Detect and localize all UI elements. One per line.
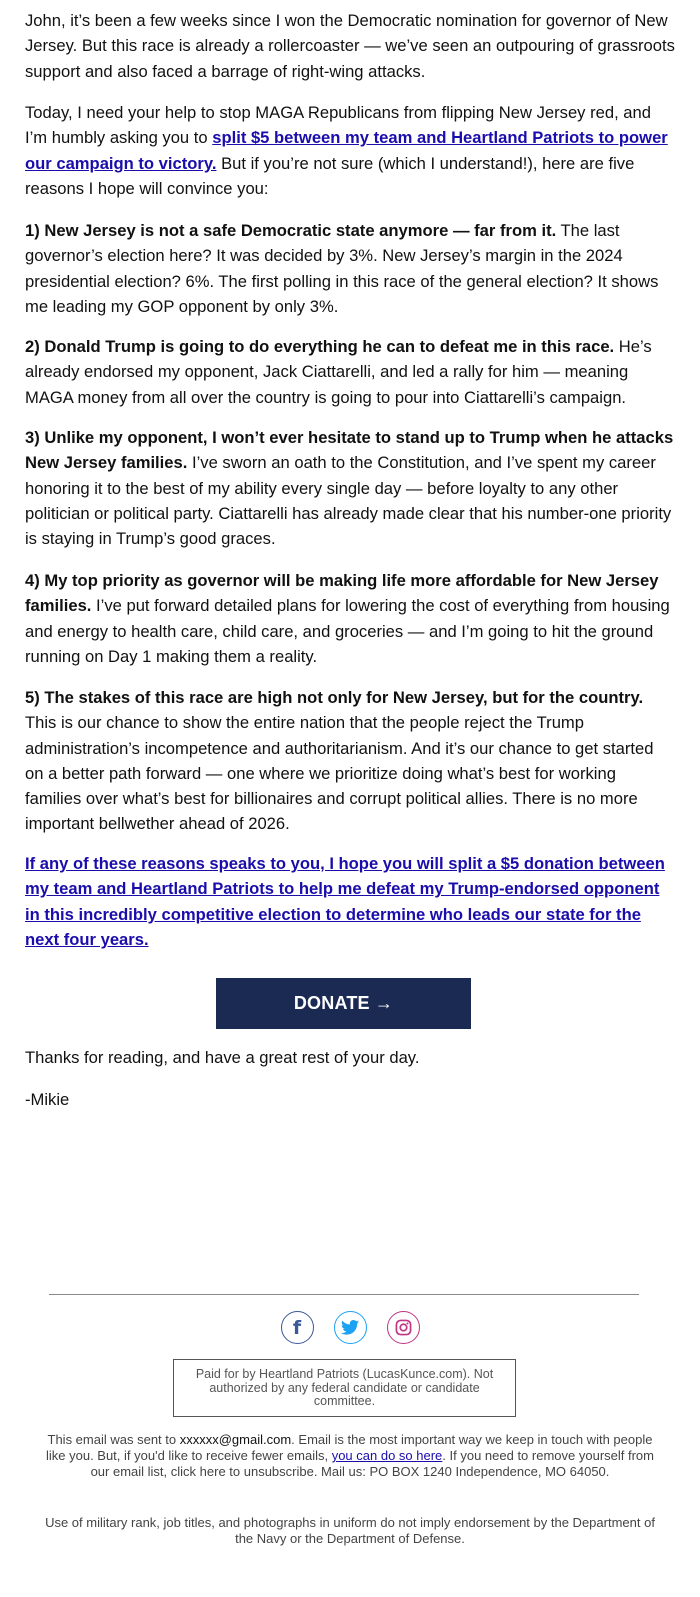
instagram-icon <box>395 1319 412 1336</box>
instagram-link[interactable] <box>387 1311 420 1344</box>
social-links <box>0 1311 700 1344</box>
ask-text-after: But if you’re not sure (which I understand!), here are five reasons I hope will convince you: <box>25 153 635 198</box>
reason-3-heading: 3) Unlike my opponent, I won’t ever hesitate to stand up to Trump when he attacks New Jersey families. <box>25 428 674 473</box>
ask-text-before: Today, I need your help to stop MAGA Republicans from flipping New Jersey red, and I’m humbly asking you to <box>25 103 651 148</box>
ask-paragraph <box>25 100 675 201</box>
reason-3-text: I’ve sworn an oath to the Constitution, and I’ve spent my career honoring it to the best of my ability every single day — before loyalty to any other politician or political party. Ciattarelli has already made clear that his number-one priority is staying in Trump’s good graces. <box>25 453 672 549</box>
footer-divider <box>49 1294 639 1295</box>
twitter-icon <box>341 1320 359 1335</box>
thanks-line: Thanks for reading, and have a great rest of your day. <box>25 1048 420 1067</box>
cta-paragraph <box>25 851 675 952</box>
reason-2-text: He’s already endorsed my opponent, Jack Ciattarelli, and led a rally for him — meaning MAGA money from all over the country is going to pour into Ciattarelli’s campaign. <box>25 337 652 407</box>
reason-4-heading: 4) My top priority as governor will be making life more affordable for New Jersey families. <box>25 571 659 616</box>
reason-1-heading: 1) New Jersey is not a safe Democratic state anymore — far from it. <box>25 221 557 240</box>
reason-5 <box>25 685 675 837</box>
cta-donation-link[interactable]: If any of these reasons speaks to you, I hope you will split a $5 donation between my team and Heartland Patriots to help me defeat my Trump-endorsed opponent in this incredibly competitive election to determine who leads our state for the next four years. <box>25 854 665 949</box>
reason-3 <box>25 425 675 551</box>
fewer-emails-link[interactable]: you can do so here <box>331 1448 443 1463</box>
sent-text-after: . If you need to remove yourself from our email list, click here to unsubscribe. Mail us: PO BOX 1240 Independence, MO 64050. <box>90 1448 654 1479</box>
recipient-email: xxxxxx@gmail.com <box>179 1432 292 1447</box>
reason-4 <box>25 568 675 669</box>
facebook-link[interactable] <box>281 1311 314 1344</box>
military-disclaimer: Use of military rank, job titles, and photographs in uniform do not imply endorsement by the Department of the Navy or the Department of Defense. <box>45 1515 655 1546</box>
paid-for-disclaimer: Paid for by Heartland Patriots (LucasKunce.com). Not authorized by any federal candidate or candidate committee. <box>173 1359 516 1417</box>
reason-5-heading: 5) The stakes of this race are high not only for New Jersey, but for the country. <box>25 688 644 707</box>
facebook-icon: f <box>292 1316 302 1339</box>
donate-button[interactable]: DONATE → <box>216 978 471 1029</box>
reason-2-heading: 2) Donald Trump is going to do everything he can to defeat me in this race. <box>25 337 615 356</box>
split-donation-link[interactable]: split $5 between my team and Heartland Patriots to power our campaign to victory. <box>25 128 668 173</box>
reason-5-text: This is our chance to show the entire nation that the people reject the Trump administration’s incompetence and authoritarianism. And it’s our chance to get started on a better path forward — one where we prioritize doing what’s best for working families over what’s best for billionaires and corrupt political allies. There is no more important bellwether ahead of 2026. <box>25 713 654 834</box>
sent-text-middle: . Email is the most important way we keep in touch with people like you. But, if you'd like to receive fewer emails, <box>45 1432 653 1463</box>
reason-2 <box>25 334 675 410</box>
twitter-link[interactable] <box>334 1311 367 1344</box>
reason-4-text: I’ve put forward detailed plans for lowering the cost of everything from housing and energy to health care, child care, and groceries — and I’m going to hit the ground running on Day 1 making them a reality. <box>25 596 670 666</box>
sent-text-before: This email was sent to <box>47 1432 180 1447</box>
footer-email-notice <box>45 1432 655 1480</box>
intro-paragraph: John, it’s been a few weeks since I won the Democratic nomination for governor of New Jersey. But this race is already a rollercoaster — we’ve seen an outpouring of grassroots support and also faced a barrage of right-wing attacks. <box>25 11 675 81</box>
signoff: -Mikie <box>25 1090 70 1109</box>
reason-1-text: The last governor’s election here? It was decided by 3%. New Jersey’s margin in the 2024 presidential election? 6%. The first polling in this race of the general election? It shows me leading my GOP opponent by only 3%. <box>25 221 659 316</box>
reason-1 <box>25 218 675 319</box>
